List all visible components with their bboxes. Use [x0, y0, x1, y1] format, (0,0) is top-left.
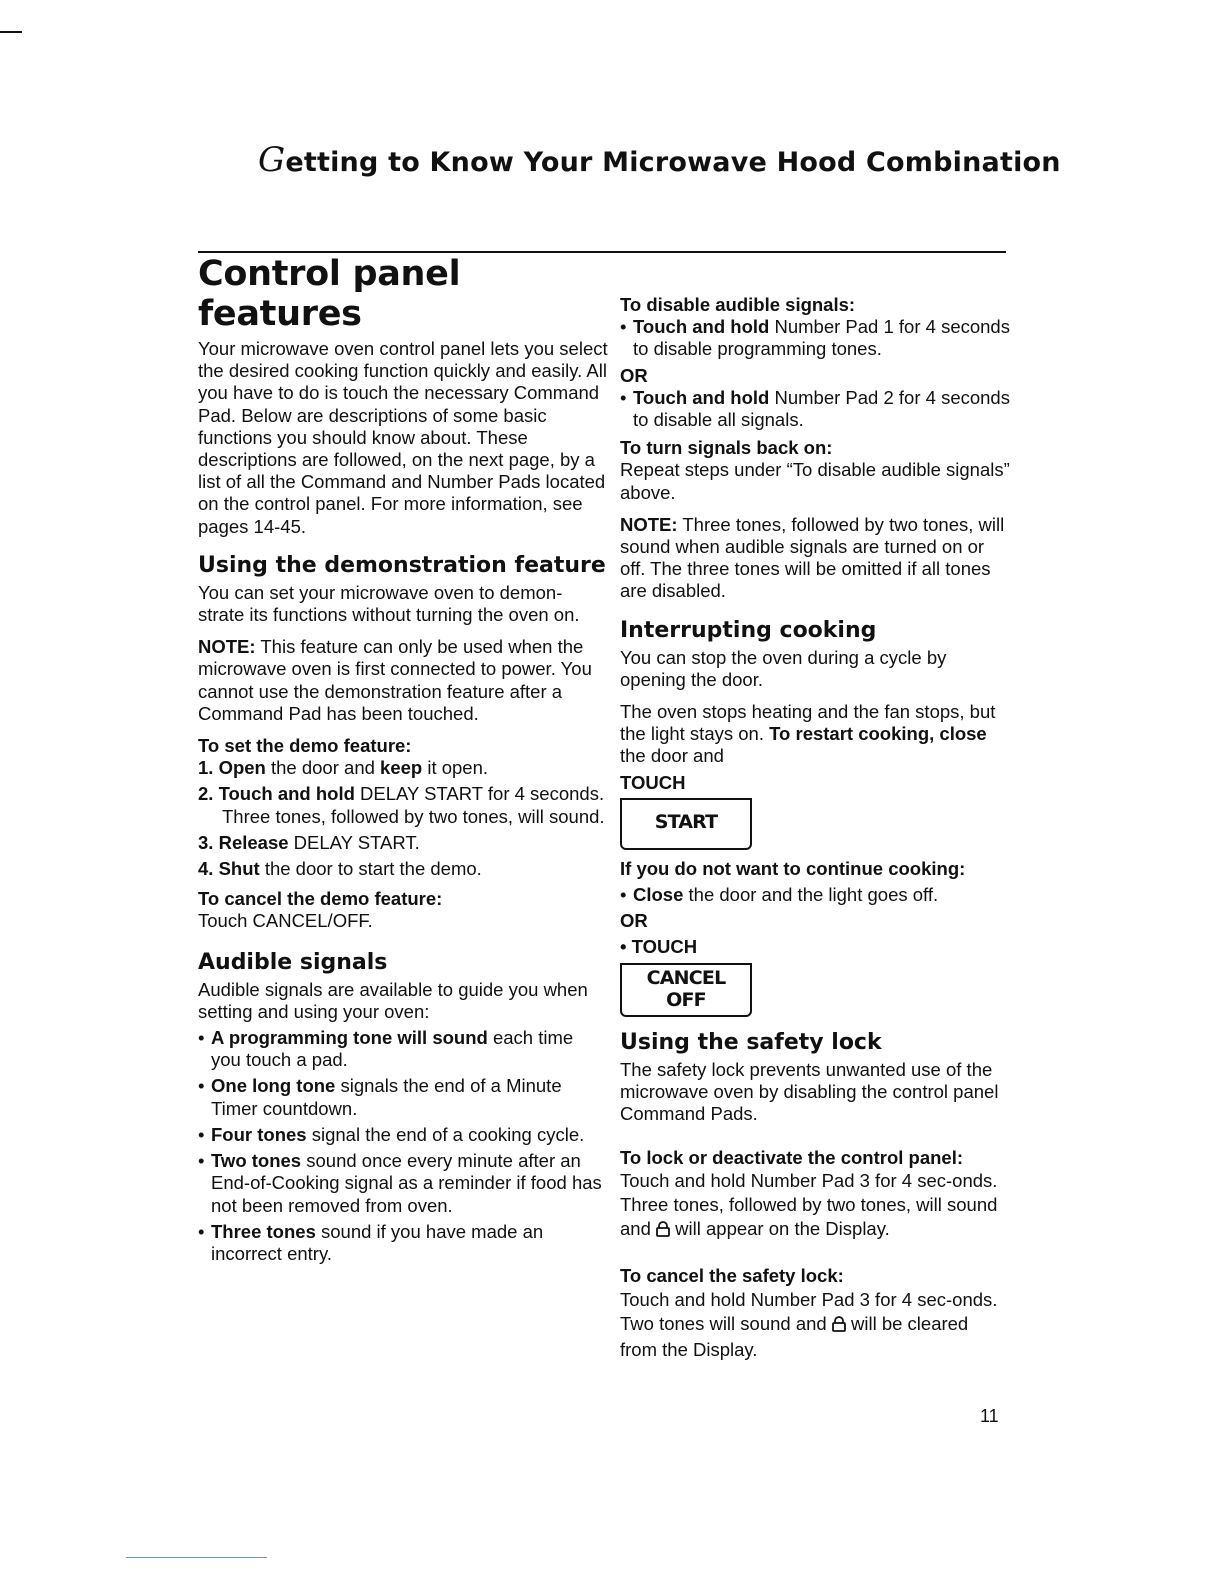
- step-number: 1.: [198, 757, 214, 779]
- turn-on-text: Repeat steps under “To disable audible signals” above.: [620, 459, 1010, 503]
- list-item: • Four tones signal the end of a cooking cycle.: [198, 1123, 585, 1145]
- bullet-text: each time you touch a pad.: [211, 1027, 574, 1071]
- demo-step: [198, 757, 608, 779]
- touch-bullet-text: TOUCH: [631, 936, 698, 958]
- title-rule: [198, 251, 1006, 253]
- lock-text-part: will appear on the Display.: [670, 1218, 890, 1240]
- demo-step: [198, 832, 608, 854]
- audible-bullets: [198, 1027, 608, 1265]
- bullet-text: the door and the light goes off.: [683, 884, 939, 906]
- intro-paragraph: Your microwave oven control panel lets you select the desired cooking function quickly and easily. All you have to do is touch the necessary Command Pad. Below are descriptions of some basic functions you should know about. These descriptions are followed, on the next page, by a list of all the Command and Number Pads located on the control panel. For more information, see pages 14-45.: [198, 338, 608, 537]
- bullet-bold: Close: [633, 884, 684, 906]
- cancel-lock-heading: To cancel the safety lock:: [620, 1265, 844, 1287]
- bullet-bold: Three tones: [211, 1220, 316, 1242]
- cancel-demo-heading: To cancel the demo feature:: [198, 888, 443, 910]
- lock-heading: To lock or deactivate the control panel:: [620, 1147, 963, 1169]
- page-title-text: etting to Know Your Microwave Hood Combination: [285, 147, 1061, 178]
- demo-step: [198, 858, 608, 880]
- demo-steps: [198, 757, 608, 880]
- disable-bullets: [620, 316, 1010, 360]
- audible-heading: Audible signals: [198, 949, 388, 975]
- demo-note-label: NOTE:: [198, 636, 256, 658]
- scan-mark: [0, 31, 22, 33]
- interrupt-bold: To restart cooking, close: [769, 723, 987, 745]
- step-text: the door to start the demo.: [259, 858, 482, 880]
- bullet-bold: A programming tone will sound: [211, 1027, 488, 1049]
- interrupt-text: You can stop the oven during a cycle by opening the door.: [620, 646, 947, 690]
- demo-note: [198, 636, 608, 725]
- safety-heading: Using the safety lock: [620, 1029, 882, 1055]
- cancel-lock-text-part: will be cleared from the Display.: [620, 1312, 969, 1360]
- interrupt-text-2: [620, 701, 1010, 768]
- or-label: OR: [620, 364, 648, 386]
- list-item: • Three tones sound if you have made an incorrect entry.: [198, 1220, 544, 1264]
- step-bold: Release: [218, 831, 289, 853]
- start-key: [620, 798, 750, 848]
- interrupt-text-part: The oven stops heating and the fan stops, but the light stays on.: [620, 701, 996, 745]
- list-item: • Touch and hold Number Pad 1 for 4 seconds to disable programming tones.: [620, 316, 1010, 360]
- step-text: DELAY START for 4 seconds. Three tones, followed by two tones, will sound.: [222, 783, 605, 827]
- signals-note: [620, 514, 1010, 603]
- touch-bullet: • TOUCH: [620, 936, 698, 958]
- interrupt-text-part: the door and: [620, 745, 724, 767]
- start-key-label: START: [654, 810, 718, 833]
- bullet-text: Number Pad 2 for 4 seconds to disable all signals.: [633, 386, 1010, 431]
- audible-text: Audible signals are available to guide you when setting and using your oven:: [198, 978, 588, 1022]
- left-column: [198, 254, 608, 1271]
- bullet-text: sound once every minute after an End-of-Cooking signal as a reminder if food has not been removed from oven.: [211, 1150, 602, 1216]
- step-text: it open.: [422, 757, 489, 779]
- bullet-bold: Two tones: [211, 1150, 302, 1172]
- bullet-text: signals the end of a Minute Timer countdown.: [211, 1075, 562, 1119]
- bullet-text: signal the end of a cooking cycle.: [306, 1123, 585, 1145]
- lock-text-part: Touch and hold Number Pad 3 for 4 sec-onds. Three tones, followed by two tones, will sound and: [620, 1170, 998, 1240]
- step-number: 2.: [198, 783, 214, 805]
- lock-text: [620, 1169, 1010, 1243]
- demo-note-text: This feature can only be used when the microwave oven is first connected to power. You cannot use the demonstration feature after a Command Pad has been touched.: [198, 636, 592, 724]
- step-text: DELAY START.: [288, 831, 420, 853]
- no-continue-bullets: [620, 884, 1010, 906]
- cancel-demo-text: Touch CANCEL/OFF.: [198, 910, 373, 932]
- list-item: • Two tones sound once every minute after an End-of-Cooking signal as a reminder if food has not been removed from oven.: [198, 1150, 602, 1216]
- demo-step: [198, 783, 608, 827]
- note-text: Three tones, followed by two tones, will sound when audible signals are turned on or off. The three tones will be omitted if all tones are disabled.: [620, 513, 1005, 602]
- disable-bullets: [620, 387, 1010, 431]
- step-number: 4.: [198, 858, 214, 880]
- bullet-bold: One long tone: [211, 1075, 336, 1097]
- step-bold: Shut: [218, 858, 260, 880]
- step-bold: keep: [380, 757, 423, 779]
- page-number: 11: [980, 1406, 999, 1426]
- note-label: NOTE:: [620, 513, 678, 535]
- right-column: [620, 294, 1010, 1372]
- off-key-label: OFF: [666, 988, 706, 1011]
- page-title: [258, 140, 1061, 180]
- bullet-text: sound if you have made an incorrect entry.: [211, 1220, 544, 1264]
- bullet-text: Number Pad 1 for 4 seconds to disable programming tones.: [633, 316, 1010, 360]
- lock-icon: [832, 1314, 846, 1338]
- page-title-initial: G: [258, 140, 286, 180]
- list-item: • A programming tone will sound each time you touch a pad.: [198, 1027, 574, 1071]
- step-bold: Touch and hold: [218, 783, 355, 805]
- demo-text: You can set your microwave oven to demon-strate its functions without turning the oven on.: [198, 581, 580, 626]
- demo-heading: Using the demonstration feature: [198, 552, 606, 578]
- list-item: • One long tone signals the end of a Minute Timer countdown.: [198, 1075, 562, 1119]
- cancel-off-key: [620, 963, 750, 1015]
- cancel-key-label: CANCEL: [646, 966, 726, 989]
- bullet-bold: Touch and hold: [633, 386, 770, 408]
- turn-on-heading: To turn signals back on:: [620, 437, 833, 459]
- list-item: • Close the door and the light goes off.: [620, 884, 939, 906]
- section-title: Control panel features: [198, 254, 461, 334]
- cancel-lock-text: [620, 1288, 1010, 1362]
- disable-signals-heading: To disable audible signals:: [620, 294, 856, 315]
- lock-icon: [656, 1219, 670, 1243]
- footer-line: [126, 1557, 267, 1558]
- list-item: • Touch and hold Number Pad 2 for 4 seconds to disable all signals.: [620, 386, 1010, 431]
- bullet-bold: Four tones: [211, 1123, 307, 1145]
- or-label: OR: [620, 910, 648, 932]
- step-text: the door and: [265, 757, 381, 779]
- safety-text: The safety lock prevents unwanted use of the microwave oven by disabling the control panel Command Pads.: [620, 1058, 999, 1125]
- cancel-lock-text-part: Touch and hold Number Pad 3 for 4 sec-onds. Two tones will sound and: [620, 1288, 998, 1334]
- no-continue-heading: If you do not want to continue cooking:: [620, 857, 966, 879]
- set-demo-heading: To set the demo feature:: [198, 735, 412, 757]
- step-number: 3.: [198, 831, 214, 853]
- interrupt-heading: Interrupting cooking: [620, 617, 877, 643]
- step-bold: Open: [218, 757, 266, 779]
- touch-label: TOUCH: [620, 771, 686, 793]
- bullet-bold: Touch and hold: [633, 316, 770, 338]
